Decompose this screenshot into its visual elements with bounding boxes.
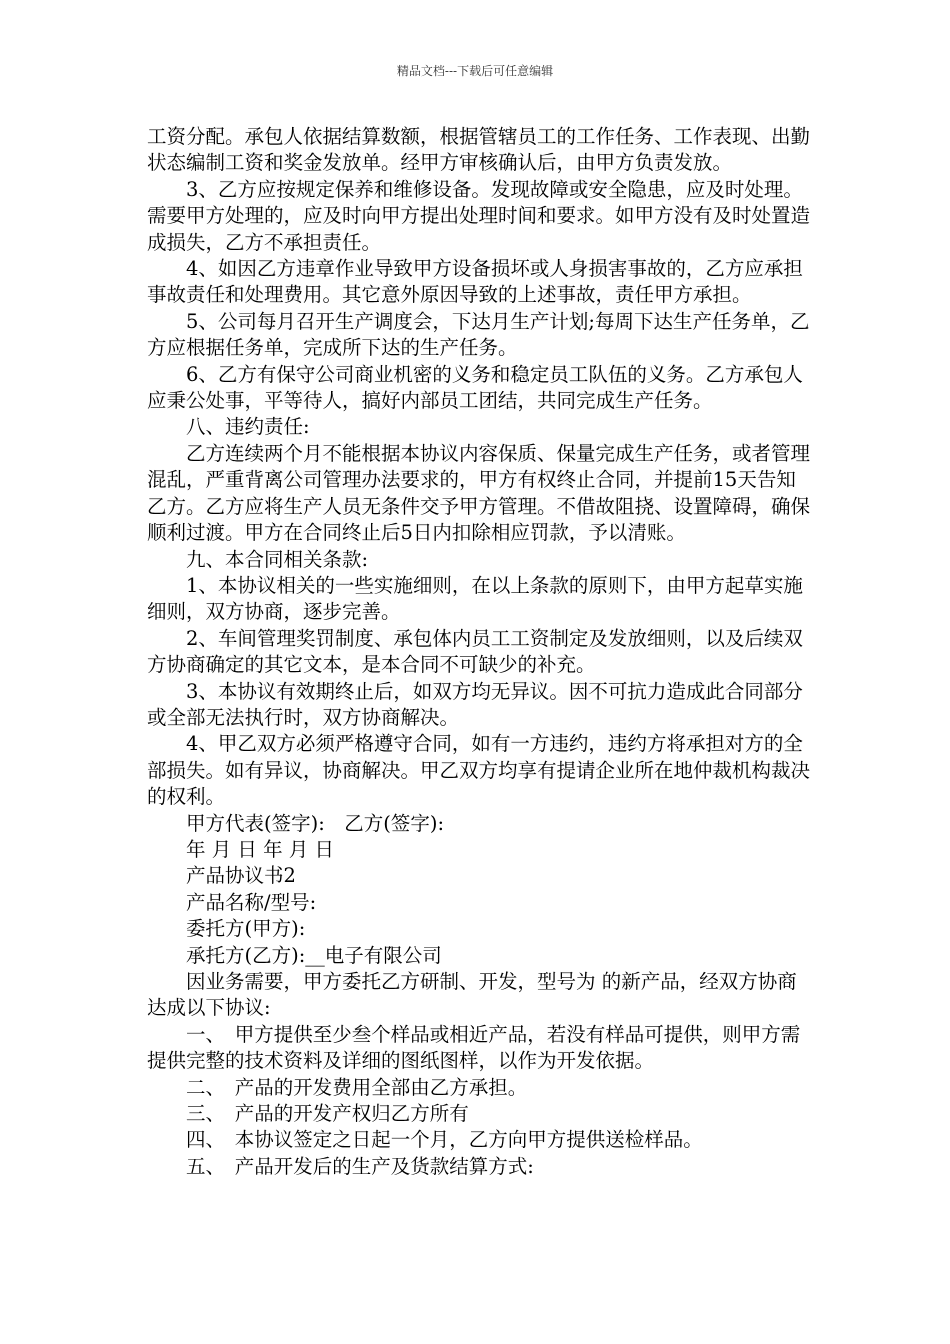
clause: 四、 本协议签定之日起一个月，乙方向甲方提供送检样品。 — [186, 1128, 703, 1152]
paragraph: 因业务需要，甲方委托乙方研制、开发，型号为 的新产品，经双方协商达成以下协议: — [147, 970, 797, 1020]
clause: 一、 甲方提供至少叁个样品或相近产品，若没有样品可提供，则甲方需提供完整的技术资料及详细的图纸图样，以作为开发依据。 — [147, 1022, 801, 1073]
paragraph: 乙方连续两个月不能根据本协议内容保质、保量完成生产任务，或者管理混乱，严重背离公司管理办法要求的，甲方有权终止合同，并提前15天告知乙方。乙方应将生产人员无条件交予甲方管理。不借故阻挠、设置障碍，确保顺利过渡。甲方在合同终止后5日内扣除相应罚款，予以清账。 — [147, 441, 811, 545]
field-line: 产品名称/型号: — [186, 890, 317, 914]
document-subtitle: 产品协议书2 — [186, 864, 296, 888]
clause: 五、 产品开发后的生产及货款结算方式: — [186, 1154, 534, 1178]
paragraph: 5、公司每月召开生产调度会，下达月生产计划;每周下达生产任务单，乙方应根据任务单，完成所下达的生产任务。 — [147, 309, 810, 360]
paragraph: 1、本协议相关的一些实施细则，在以上条款的原则下，由甲方起草实施细则，双方协商，逐步完善。 — [147, 573, 803, 624]
signature-line: 甲方代表(签字): 乙方(签字): — [186, 811, 445, 835]
page-header: 精品文档---下载后可任意编辑 — [396, 64, 554, 78]
paragraph: 工资分配。承包人依据结算数额，根据管辖员工的工作任务、工作表现、出勤状态编制工资和奖金发放单。经甲方审核确认后，由甲方负责发放。 — [147, 125, 811, 175]
field-line: 委托方(甲方): — [186, 917, 306, 941]
paragraph: 3、乙方应按规定保养和维修设备。发现故障或安全隐患，应及时处理。需要甲方处理的，应及时向甲方提出处理时间和要求。如甲方没有及时处置造成损失，乙方不承担责任。 — [147, 177, 811, 254]
paragraph: 6、乙方有保守公司商业机密的义务和稳定员工队伍的义务。乙方承包人应秉公处事，平等待人，搞好内部员工团结，共同完成生产任务。 — [147, 362, 803, 413]
clause: 三、 产品的开发产权归乙方所有 — [186, 1102, 469, 1126]
paragraph: 2、车间管理奖罚制度、承包体内员工工资制定及发放细则，以及后续双方协商确定的其它文本，是本合同不可缺少的补充。 — [147, 626, 803, 677]
paragraph: 4、如因乙方违章作业导致甲方设备损坏或人身损害事故的，乙方应承担事故责任和处理费用。其它意外原因导致的上述事故，责任甲方承担。 — [147, 257, 803, 307]
date-line: 年 月 日 年 月 日 — [186, 837, 334, 861]
document-body — [147, 124, 813, 1180]
section-heading: 九、本合同相关条款: — [186, 547, 369, 571]
field-line: 承托方(乙方):__电子有限公司 — [186, 943, 442, 967]
section-heading: 八、违约责任: — [186, 415, 310, 439]
paragraph: 4、甲乙双方必须严格遵守合同，如有一方违约，违约方将承担对方的全部损失。如有异议，协商解决。甲乙双方均享有提请企业所在地仲裁机构裁决的权利。 — [147, 732, 811, 809]
clause: 二、 产品的开发费用全部由乙方承担。 — [186, 1075, 528, 1099]
paragraph: 3、本协议有效期终止后，如双方均无异议。因不可抗力造成此合同部分或全部无法执行时，双方协商解决。 — [147, 679, 803, 729]
